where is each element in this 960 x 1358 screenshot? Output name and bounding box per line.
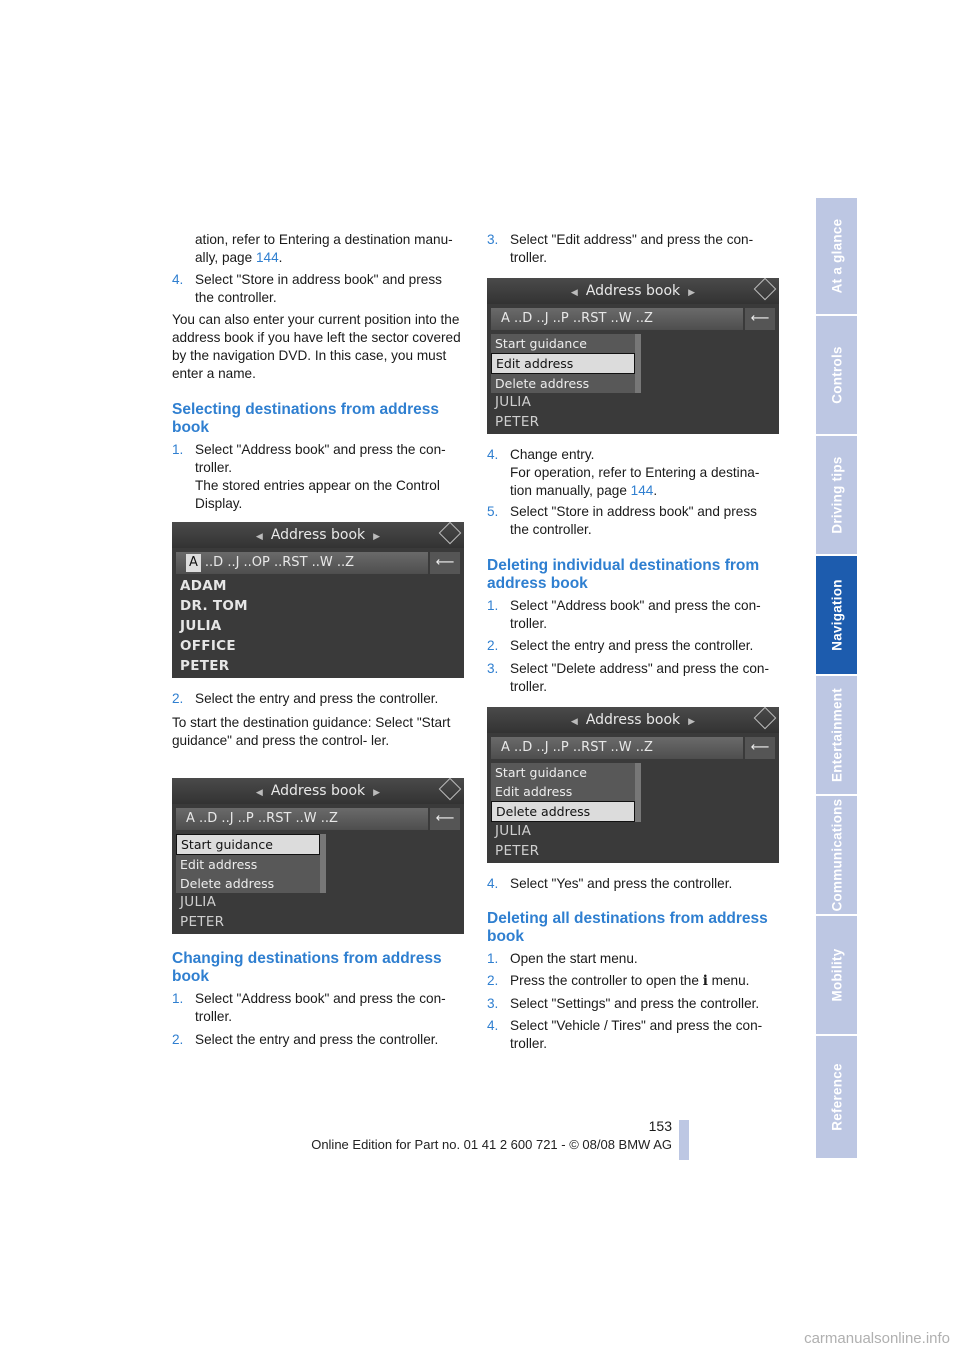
step-item: 2. Select the entry and press the controller. [172,691,439,706]
arrow-left-icon: ◀ [255,788,263,798]
back-arrow-icon[interactable]: ⟵ [430,808,460,830]
watermark: carmanualsonline.info [804,1330,950,1347]
entry-row[interactable]: JULIA [495,823,532,839]
entry-row[interactable]: JULIA [180,618,222,634]
alphabet-bar[interactable]: A ..D ..J ..OP ..RST ..W ..Z [176,552,428,574]
menu-start-guidance[interactable]: Start guidance [176,834,320,855]
start-guidance-paragraph: To start the destination guidance: Select "Start guidance" and press the control- ler. [172,715,451,748]
tab-controls[interactable]: Controls [816,316,857,436]
arrow-right-icon: ▶ [373,788,381,798]
screen-title: Address book [270,527,366,543]
arrow-left-icon: ◀ [255,532,263,542]
entry-row[interactable]: DR. TOM [180,598,248,614]
step-item [172,271,464,307]
menu-start-guidance[interactable]: Start guidance [495,765,587,780]
menu-edit-address[interactable]: Edit address [495,784,573,799]
body-paragraph: You can also enter your current position into the address book if you have left the sector covered by the navigation DVD. In this case, you must enter a name. [172,312,461,381]
menu-edit-address[interactable]: Edit address [491,353,635,374]
tab-reference[interactable]: Reference [816,1036,857,1160]
step-item: 4. Select "Yes" and press the controller. [487,876,733,891]
entry-row[interactable]: OFFICE [180,638,236,654]
compass-icon [439,778,462,800]
back-arrow-icon[interactable]: ⟵ [745,737,775,759]
step-item: 4. Change entry. For operation, refer to Entering a destina- tion manually, page 144. [487,447,760,498]
entry-row[interactable]: PETER [495,843,540,859]
continued-step: ation, refer to Entering a destination manu- ally, page 144. [195,232,453,265]
step-item: 1. Select "Address book" and press the con- troller. [172,991,446,1024]
menu-delete-address[interactable]: Delete address [495,376,590,391]
step-item: 2. Press the controller to open the i menu. [487,973,750,989]
menu-delete-address[interactable]: Delete address [180,876,275,891]
tab-driving-tips[interactable]: Driving tips [816,436,857,556]
tab-entertainment[interactable]: Entertainment [816,676,857,796]
footer-accent-bar [679,1120,689,1160]
arrow-right-icon: ▶ [688,288,696,298]
entry-row[interactable]: JULIA [495,394,532,410]
screen-address-book-list [172,522,464,678]
back-arrow-icon[interactable]: ⟵ [745,308,775,330]
screen-start-guidance: ◀ Address book ▶ A ..D ..J ..P ..RST ..W ..Z ⟵ Start guidance Edit address Delete address JULIA PETER [172,778,464,934]
menu-delete-address[interactable]: Delete address [491,801,635,822]
section-title-selecting: Selecting destinations from address book [172,401,440,436]
tab-communications[interactable]: Communications [816,796,857,916]
step-item: 4. Select "Vehicle / Tires" and press the con- troller. [487,1018,763,1051]
section-title-deleting-all: Deleting all destinations from address book [487,910,768,945]
back-arrow-icon[interactable]: ⟵ [430,552,460,574]
arrow-left-icon: ◀ [570,717,578,727]
context-menu [176,834,326,893]
alphabet-bar[interactable]: A ..D ..J ..P ..RST ..W ..Z [491,737,743,759]
page-link[interactable]: 144 [255,250,279,265]
step-item: 3. Select "Delete address" and press the con- troller. [487,661,770,694]
tab-mobility[interactable]: Mobility [816,916,857,1036]
page-number: 153 [648,1118,672,1134]
step-item: 2. Select the entry and press the controller. [487,638,754,653]
step-item: 1. Select "Address book" and press the con- troller. The stored entries appear on the Control Display. [172,442,446,511]
step-text: Select "Store in address book" and press the controller. [195,272,442,305]
alphabet-bar[interactable]: A ..D ..J ..P ..RST ..W ..Z [176,808,428,830]
menu-start-guidance[interactable]: Start guidance [495,336,587,351]
arrow-left-icon: ◀ [570,288,578,298]
compass-icon [754,278,777,300]
context-menu [491,763,641,822]
arrow-right-icon: ▶ [688,717,696,727]
entry-row[interactable]: PETER [180,914,225,930]
step-item: 3. Select "Settings" and press the controller. [487,996,760,1011]
screen-delete-address: ◀ Address book ▶ A ..D ..J ..P ..RST ..W ..Z ⟵ Start guidance Edit address Delete address JULIA PETER [487,707,779,863]
compass-icon [439,522,462,544]
info-icon: i [702,973,708,989]
entry-row[interactable]: ADAM [180,578,227,594]
step-item: 2. Select the entry and press the controller. [172,1032,439,1047]
tab-at-a-glance[interactable]: At a glance [816,198,857,316]
step-item: 5. Select "Store in address book" and press the controller. [487,504,757,537]
section-title-deleting-individual: Deleting individual destinations from address book [487,557,760,592]
footer-edition-text: Online Edition for Part no. 01 41 2 600 721 - © 08/08 BMW AG [311,1137,672,1152]
continued-text: ation, refer to Entering a destination manu- [195,232,453,247]
step-item: 1. Open the start menu. [487,951,638,966]
alphabet-bar[interactable]: A ..D ..J ..P ..RST ..W ..Z [491,308,743,330]
compass-icon [754,707,777,729]
context-menu [491,334,641,393]
section-title-changing: Changing destinations from address book [172,950,442,985]
tab-navigation[interactable]: Navigation [816,556,857,676]
step-number: 4. [172,272,184,287]
step-item: 3. Select "Edit address" and press the con- troller. [487,232,754,265]
menu-edit-address[interactable]: Edit address [180,857,258,872]
entry-row[interactable]: JULIA [180,894,217,910]
entry-row[interactable]: PETER [180,658,230,674]
page-link[interactable]: 144 [630,483,654,498]
arrow-right-icon: ▶ [373,532,381,542]
screen-edit-address: ◀ Address book ▶ A ..D ..J ..P ..RST ..W ..Z ⟵ Start guidance Edit address Delete address JULIA PETER [487,278,779,434]
entry-row[interactable]: PETER [495,414,540,430]
step-item: 1. Select "Address book" and press the con- troller. [487,598,761,631]
